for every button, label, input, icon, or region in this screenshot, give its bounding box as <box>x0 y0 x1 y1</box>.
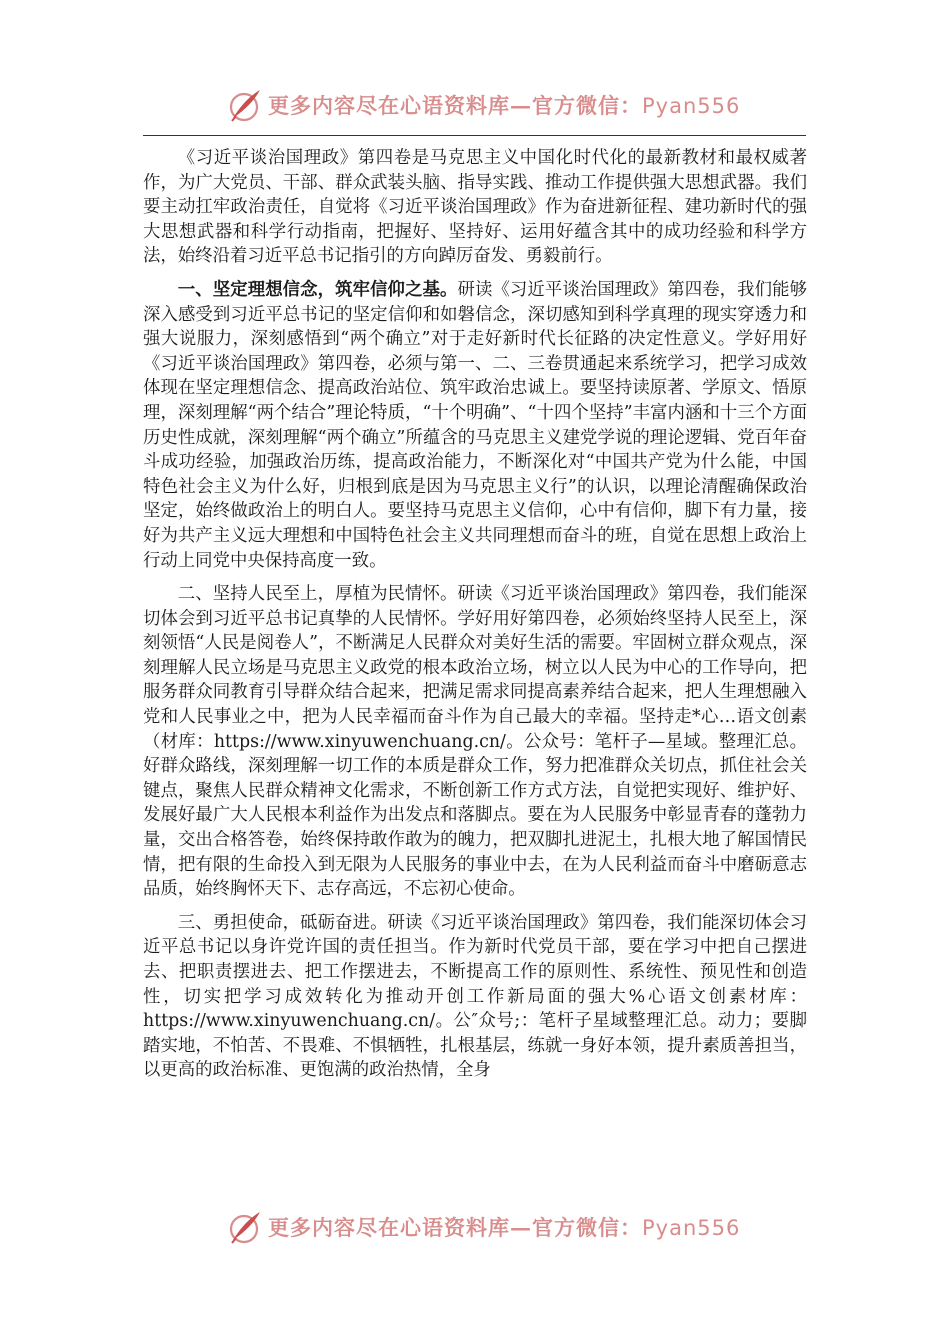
section-2-paragraph: 二、坚持人民至上，厚植为民情怀。研读《习近平谈治国理政》第四卷，我们能深切体会到习近平总书记真挚的人民情怀。学好用好第四卷，必须始终坚持人民至上，深刻领悟“人民是阅卷人”，不断满足人民群众对美好生活的需要。牢固树立群众观点，深刻理解人民立场是马克思主义政党的根本政治立场，树立以人民为中心的工作导向，把服务群众同教育引导群众结合起来，把满足需求同提高素养结合起来，把人生理想融入党和人民事业之中，把为人民幸福而奋斗作为自己最大的幸福。坚持走*心…语文创素（材库：https://www.xinyuwenchuang.cn/。公众号：笔杆子—星域。整理汇总。好群众路线，深刻理解一切工作的本质是群众工作，努力把准群众关切点，抓住社会关键点，聚焦人民群众精神文化需求，不断创新工作方式方法，自觉把实现好、维护好、发展好最广大人民根本利益作为出发点和落脚点。要在为人民服务中彰显青春的蓬勃力量，交出合格答卷，始终保持敢作敢为的魄力，把双脚扎进泥土，扎根大地了解国情民情，把有限的生命投入到无限为人民服务的事业中去，在为人民利益而奋斗中磨砺意志品质，始终胸怀天下、志存高远，不忘初心使命。 <box>143 584 807 900</box>
quill-circle-logo <box>224 1207 264 1247</box>
footer-watermark <box>224 1207 744 1247</box>
header-rule <box>143 135 806 136</box>
watermark-text: 更多内容尽在心语资料库—官方微信：Pyan556 <box>268 1215 741 1240</box>
section-3-paragraph: 三、勇担使命，砥砺奋进。研读《习近平谈治国理政》第四卷，我们能深切体会习近平总书记以身许党许国的责任担当。作为新时代党员干部，要在学习中把自己摆进去、把职责摆进去、把工作摆进去，不断提高工作的原则性、系统性、预见性和创造性，切实把学习成效转化为推动开创工作新局面的强大%心语文创素材库：https://www.xinyuwenchuang.cn/。公″众号;：笔杆子星域整理汇总。动力；要脚踏实地，不怕苦、不畏难、不惧牺牲，扎根基层，练就一身好本领，提升素质善担当，以更高的政治标准、更饱满的政治热情，全身 <box>143 912 807 1081</box>
watermark-text: 更多内容尽在心语资料库—官方微信：Pyan556 <box>268 93 741 118</box>
quill-circle-logo <box>224 85 264 125</box>
document-body <box>143 146 807 1092</box>
intro-paragraph: 《习近平谈治国理政》第四卷是马克思主义中国化时代化的最新教材和最权威著作，为广大党员、干部、群众武装头脑、指导实践、推动工作提供强大思想武器。我们要主动扛牢政治责任，自觉将《习近平谈治国理政》作为奋进新征程、建功新时代的强大思想武器和科学行动指南，把握好、坚持好、运用好蕴含其中的成功经验和科学方法，始终沿着习近平总书记指引的方向踔厉奋发、勇毅前行。 <box>143 148 807 267</box>
section-1-paragraph: 一、坚定理想信念，筑牢信仰之基。研读《习近平谈治国理政》第四卷，我们能够深入感受到习近平总书记的坚定信仰和如磐信念，深切感知到科学真理的现实穿透力和强大说服力，深刻感悟到“两个确立”对于走好新时代长征路的决定性意义。学好用好《习近平谈治国理政》第四卷，必须与第一、二、三卷贯通起来系统学习，把学习成效体现在坚定理想信念、提高政治站位、筑牢政治忠诚上。要坚持读原著、学原文、悟原理，深刻理解“两个结合”理论特质，“十个明确”、“十四个坚持”丰富内涵和十三个方面历史性成就，深刻理解“两个确立”所蕴含的马克思主义建党学说的理论逻辑、党百年奋斗成功经验，加强政治历练，提高政治能力，不断深化对“中国共产党为什么能，中国特色社会主义为什么好，归根到底是因为马克思主义行”的认识，以理论清醒确保政治坚定，始终做政治上的明白人。要坚持马克思主义信仰，心中有信仰，脚下有力量，接好为共产主义远大理想和中国特色社会主义共同理想而奋斗的班，自觉在思想上政治上行动上同党中央保持高度一致。 <box>143 279 807 571</box>
section-1-heading: 一、坚定理想信念，筑牢信仰之基。 <box>177 279 458 300</box>
header-watermark <box>224 85 744 125</box>
